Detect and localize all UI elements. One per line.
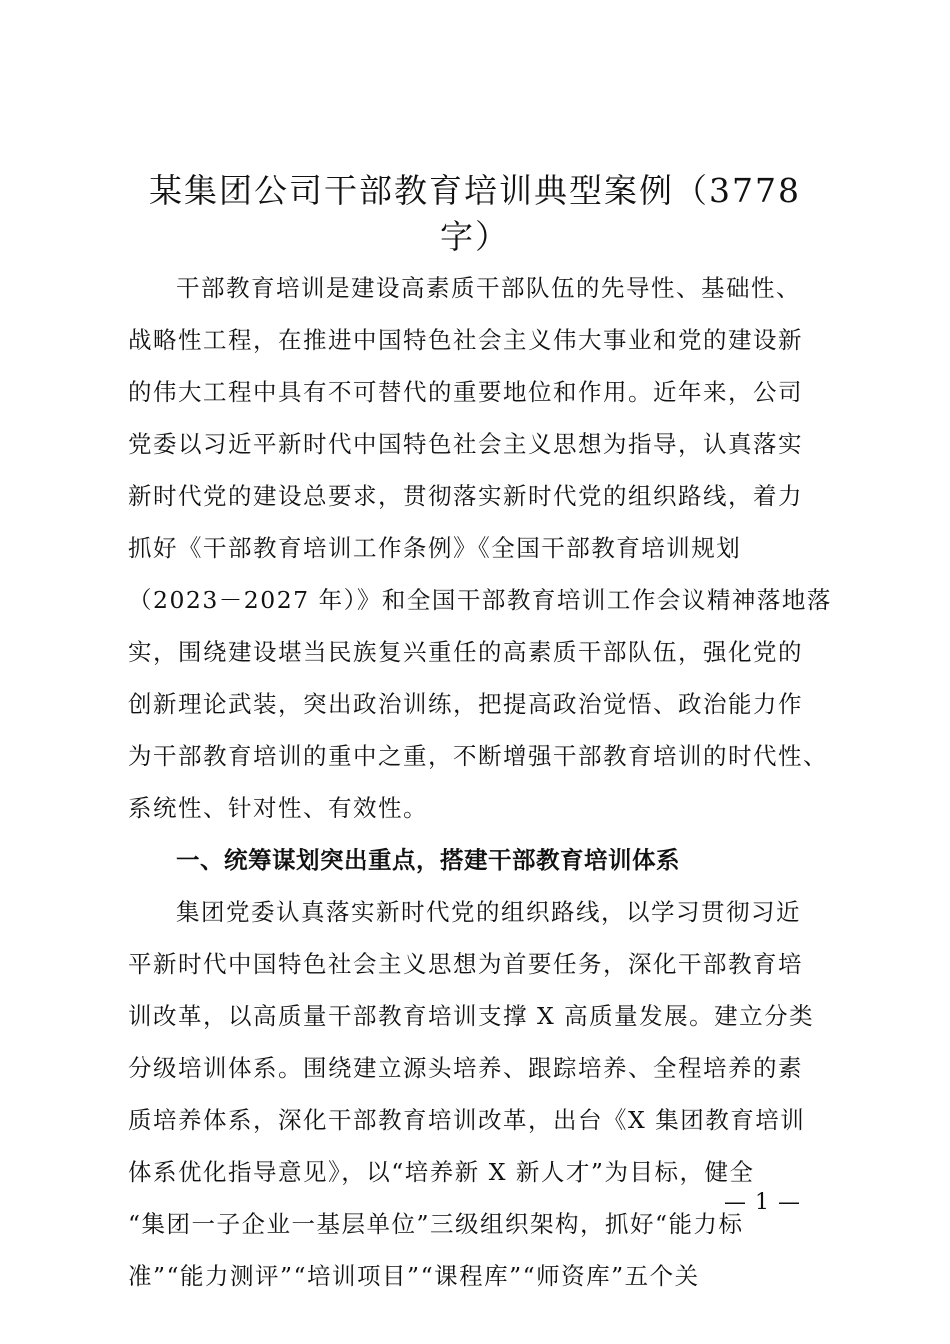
title-line: 某集团公司干部教育培训典型案例（3778 xyxy=(149,171,801,210)
body-line: 训改革，以高质量干部教育培训支撑 X 高质量发展。建立分类 xyxy=(128,1002,815,1030)
body-line: 准”“能力测评”“培训项目”“课程库”“师资库”五个关 xyxy=(128,1262,700,1290)
body-line: 的伟大工程中具有不可替代的重要地位和作用。近年来，公司 xyxy=(128,378,803,406)
body-line: 干部教育培训是建设高素质干部队伍的先导性、基础性、 xyxy=(176,274,801,302)
body-line: 为干部教育培训的重中之重，不断增强干部教育培训的时代性、 xyxy=(128,742,828,770)
body-line: “集团一子企业一基层单位”三级组织架构，抓好“能力标 xyxy=(128,1210,744,1238)
body-line: 系统性、针对性、有效性。 xyxy=(128,794,428,822)
section-heading: 一、统筹谋划突出重点，搭建干部教育培训体系 xyxy=(176,846,680,874)
body-line: 实，围绕建设堪当民族复兴重任的高素质干部队伍，强化党的 xyxy=(128,638,803,666)
body-line: 党委以习近平新时代中国特色社会主义思想为指导，认真落实 xyxy=(128,430,803,458)
page-number: — 1 — xyxy=(724,1190,801,1215)
body-line: 平新时代中国特色社会主义思想为首要任务，深化干部教育培 xyxy=(128,950,803,978)
body-line: 新时代党的建设总要求，贯彻落实新时代党的组织路线，着力 xyxy=(128,482,803,510)
body-line: 体系优化指导意见》，以“培养新 X 新人才”为目标，健全 xyxy=(128,1158,755,1186)
document-title xyxy=(128,168,822,260)
body-line: 质培养体系，深化干部教育培训改革，出台《X 集团教育培训 xyxy=(128,1106,806,1134)
body-line: （2023－2027 年）》和全国干部教育培训工作会议精神落地落 xyxy=(128,586,832,614)
body-line: 分级培训体系。围绕建立源头培养、跟踪培养、全程培养的素 xyxy=(128,1054,803,1082)
body-line: 战略性工程，在推进中国特色社会主义伟大事业和党的建设新 xyxy=(128,326,803,354)
body-line: 创新理论武装，突出政治训练，把提高政治觉悟、政治能力作 xyxy=(128,690,803,718)
title-line: 字） xyxy=(440,217,510,256)
body-line: 集团党委认真落实新时代党的组织路线，以学习贯彻习近 xyxy=(176,898,801,926)
document-body xyxy=(128,266,832,1306)
body-line: 抓好《干部教育培训工作条例》《全国干部教育培训规划 xyxy=(128,534,742,562)
